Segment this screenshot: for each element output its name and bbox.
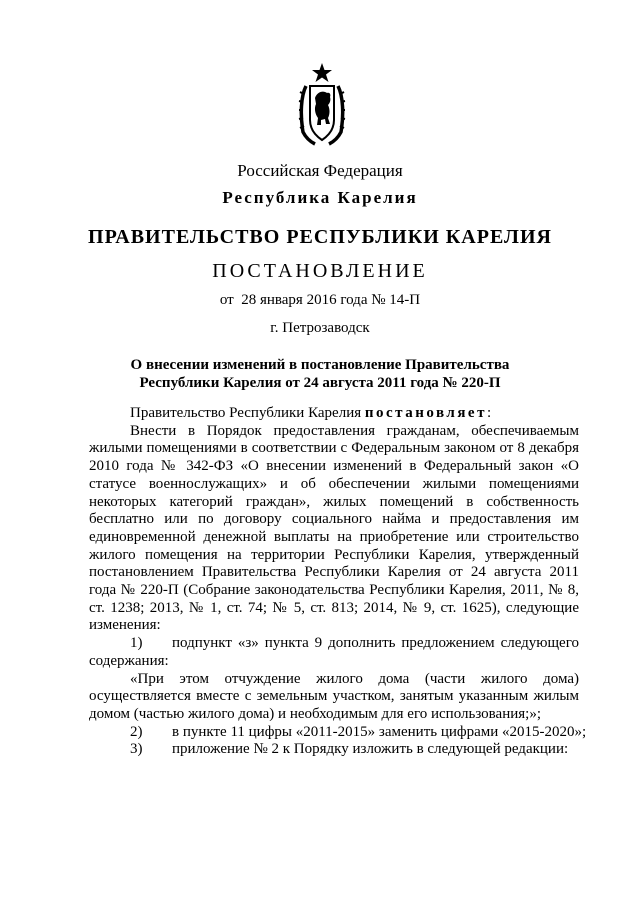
list-item-number: 1) bbox=[130, 635, 143, 652]
main-paragraph: Внести в Порядок предоставления гражданам, обеспечиваемым жилыми помещениями в соответствии с Федеральным законом от 8 декабря 2010 года № 342-ФЗ «О внесении изменений в Федеральный закон «О статусе военнослужащих» и об обеспечении жилыми помещениями некоторых категорий граждан», жилых помещений в собственность бесплатно или по договору социального найма и предоставления им единовременной денежной выплаты на приобретение или строительство жилого помещения на территории Республики Карелия, утвержденный постановлением Правительства Республики Карелия от 24 августа 2011 года № 220-П (Собрание законодательства Республики Карелия, 2011, № 8, ст. 1238; 2013, № 1, ст. 74; № 5, ст. 813; 2014, № 9, ст. 1625), следующие изменения: bbox=[89, 422, 579, 634]
list-item-text-continued: содержания: bbox=[89, 652, 169, 669]
list-item-number: 2) bbox=[130, 723, 143, 740]
intro-resolves: постановляет bbox=[364, 405, 487, 421]
list-item bbox=[89, 741, 579, 759]
document-title bbox=[0, 356, 640, 392]
republic-name: Республика Карелия bbox=[222, 188, 418, 207]
coat-of-arms-icon bbox=[297, 62, 347, 148]
country-name: Российская Федерация bbox=[237, 161, 403, 180]
intro-paragraph bbox=[89, 405, 579, 423]
list-item-text: в пункте 11 цифры «2011-2015» заменить цифрами «2015-2020»; bbox=[172, 723, 587, 740]
document-title-line: О внесении изменений в постановление Правительства bbox=[130, 357, 510, 373]
list-item bbox=[89, 635, 579, 670]
document-type: ПОСТАНОВЛЕНИЕ bbox=[212, 260, 428, 282]
list-item-number: 3) bbox=[130, 741, 143, 758]
government-title: ПРАВИТЕЛЬСТВО РЕСПУБЛИКИ КАРЕЛИЯ bbox=[88, 226, 552, 248]
document-title-line: Республики Карелия от 24 августа 2011 года № 220-П bbox=[139, 375, 501, 391]
intro-prefix: Правительство Республики Карелия bbox=[130, 405, 365, 421]
document-body bbox=[89, 405, 587, 759]
quote-paragraph: «При этом отчуждение жилого дома (части жилого дома) осуществляется вместе с земельным участком, занятым указанным жилым домом (частью жилого дома) и необходимым для его использования;»; bbox=[89, 670, 579, 722]
list-item-text: приложение № 2 к Порядку изложить в следующей редакции: bbox=[172, 741, 569, 758]
intro-suffix: : bbox=[486, 405, 492, 421]
document-date-number: от 28 января 2016 года № 14-П bbox=[219, 292, 421, 308]
list-item-text: подпункт «з» пункта 9 дополнить предложением следующего bbox=[172, 635, 579, 652]
list-item bbox=[89, 723, 587, 742]
document-city: г. Петрозаводск bbox=[270, 320, 370, 336]
